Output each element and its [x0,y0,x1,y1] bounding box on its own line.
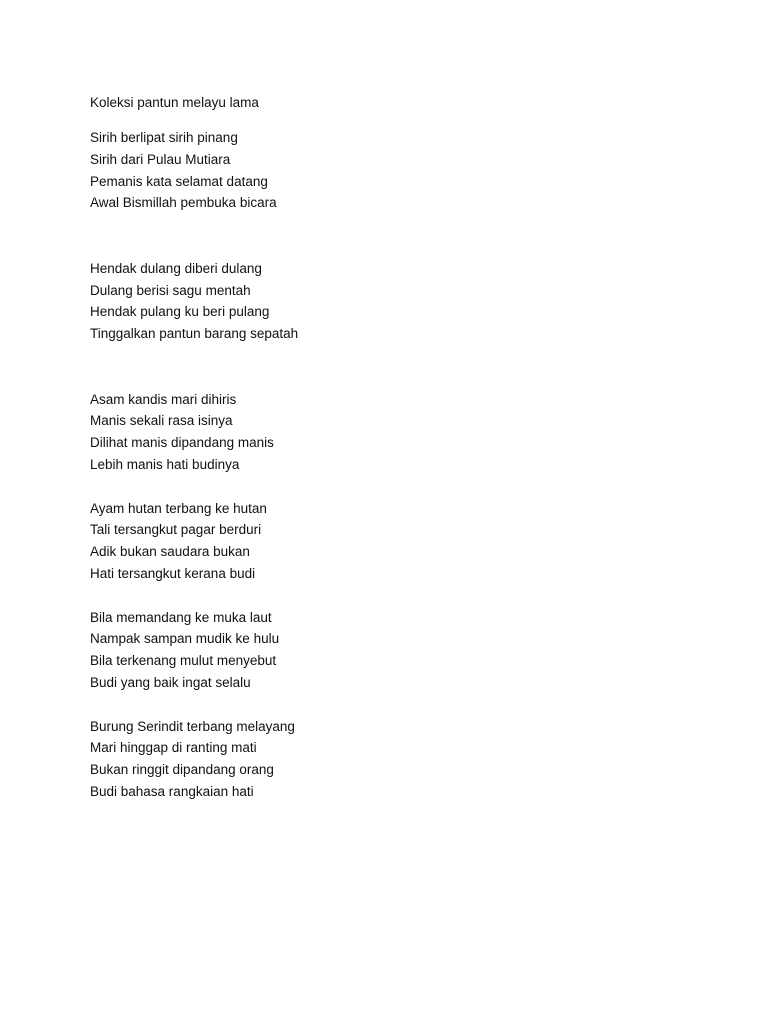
pantun-line: Awal Bismillah pembuka bicara [90,195,277,211]
pantun-line: Dilihat manis dipandang manis [90,435,274,451]
pantun-line: Dulang berisi sagu mentah [90,282,251,298]
pantun-line: Asam kandis mari dihiris [90,391,237,407]
pantun-line: Budi yang baik ingat selalu [90,674,251,690]
pantun-line: Hendak pulang ku beri pulang [90,304,270,320]
pantun-line: Tinggalkan pantun barang sepatah [90,326,299,342]
stanza-spacer [90,694,690,716]
pantun-line: Hati tersangkut kerana budi [90,565,256,581]
pantun-line: Budi bahasa rangkaian hati [90,783,254,799]
pantun-line: Adik bukan saudara bukan [90,544,250,560]
pantun-stanza-1 [90,127,690,214]
pantun-stanza-2 [90,258,690,345]
document-title: Koleksi pantun melayu lama [90,95,259,110]
pantun-line: Manis sekali rasa isinya [90,413,233,429]
pantun-line: Burung Serindit terbang melayang [90,718,295,734]
pantun-line: Pemanis kata selamat datang [90,173,268,189]
stanza-spacer [90,476,690,498]
pantun-line: Nampak sampan mudik ke hulu [90,631,280,647]
pantun-line: Bukan ringgit dipandang orang [90,762,274,778]
pantun-stanza-3 [90,389,690,476]
pantun-line: Lebih manis hati budinya [90,456,240,472]
pantun-stanza-5 [90,607,690,694]
pantun-line: Mari hinggap di ranting mati [90,740,257,756]
pantun-stanza-4 [90,498,690,585]
pantun-line: Tali tersangkut pagar berduri [90,522,262,538]
pantun-line: Sirih berlipat sirih pinang [90,130,238,145]
stanza-spacer [90,585,690,607]
pantun-line: Bila terkenang mulut menyebut [90,653,277,669]
stanza-spacer [90,214,690,258]
pantun-line: Ayam hutan terbang ke hutan [90,500,267,516]
pantun-line: Sirih dari Pulau Mutiara [90,151,231,167]
pantun-line: Hendak dulang diberi dulang [90,260,262,276]
document-body [90,92,690,803]
stanza-spacer [90,345,690,389]
pantun-stanza-6 [90,716,690,803]
pantun-line: Bila memandang ke muka laut [90,609,272,625]
